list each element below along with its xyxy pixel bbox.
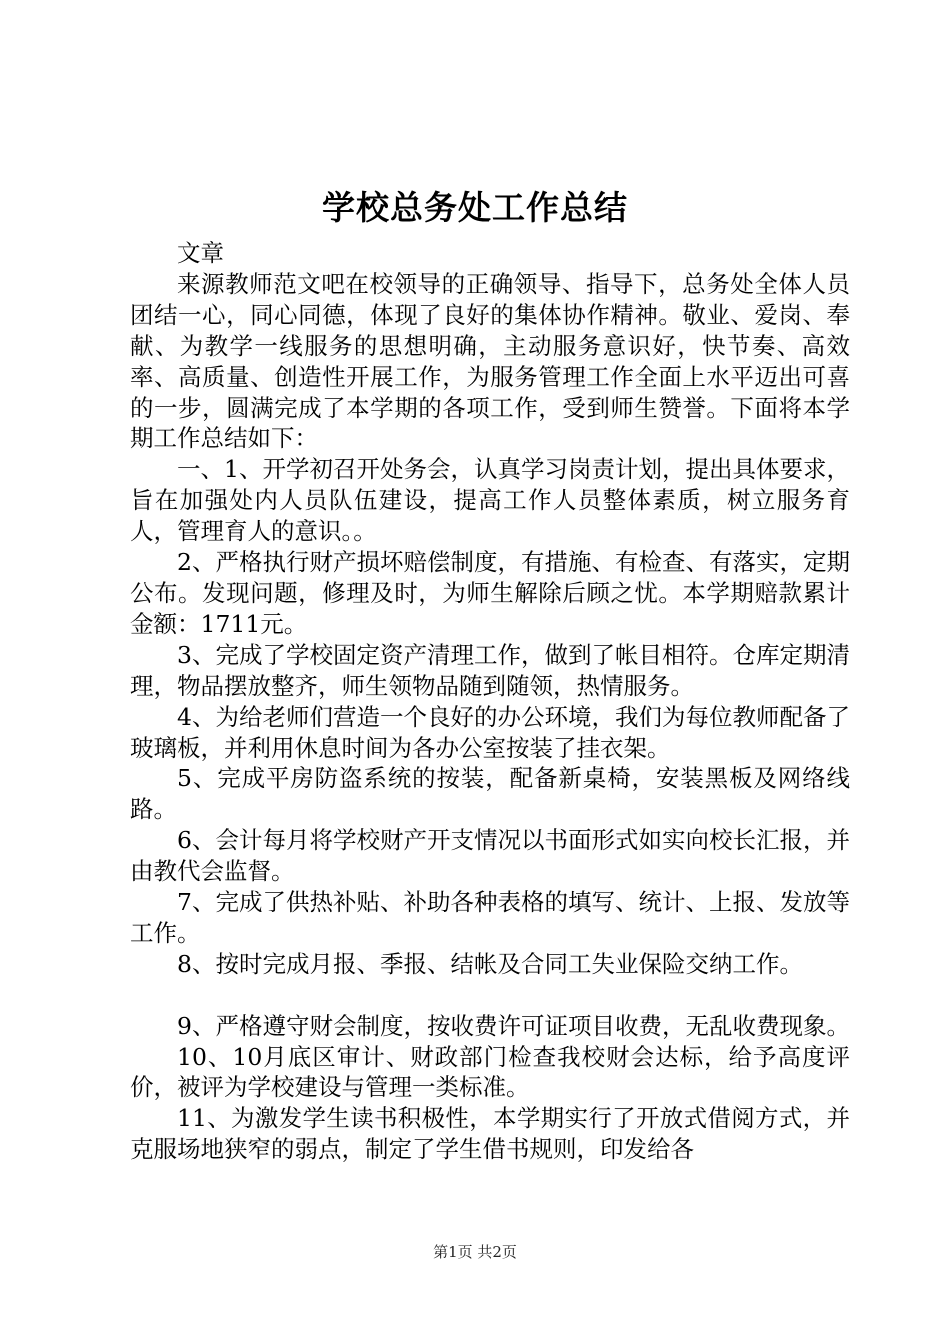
paragraph-item-6: 6、会计每月将学校财产开支情况以书面形式如实向校长汇报，并由教代会监督。 bbox=[130, 826, 850, 886]
paragraph-item-11: 11、为激发学生读书积极性，本学期实行了开放式借阅方式，并克服场地狭窄的弱点，制定了学生借书规则，印发给各 bbox=[130, 1104, 850, 1164]
paragraph-item-3: 3、完成了学校固定资产清理工作，做到了帐目相符。仓库定期清理，物品摆放整齐，师生领物品随到随领，热情服务。 bbox=[130, 640, 850, 700]
paragraph-item-2: 2、严格执行财产损坏赔偿制度，有措施、有检查、有落实，定期公布。发现问题，修理及时，为师生解除后顾之忧。本学期赔款累计金额：1711元。 bbox=[130, 548, 850, 638]
blank-line bbox=[130, 980, 850, 1011]
paragraph-intro: 来源教师范文吧在校领导的正确领导、指导下，总务处全体人员团结一心，同心同德，体现了良好的集体协作精神。敬业、爱岗、奉献、为教学一线服务的思想明确，主动服务意识好，快节奏、高效率、高质量、创造性开展工作，为服务管理工作全面上水平迈出可喜的一步，圆满完成了本学期的各项工作，受到师生赞誉。下面将本学期工作总结如下： bbox=[130, 269, 850, 453]
document-title: 学校总务处工作总结 bbox=[322, 188, 628, 227]
paragraph-item-5: 5、完成平房防盗系统的按装，配备新桌椅，安装黑板及网络线路。 bbox=[130, 764, 850, 824]
page-footer: 第1页 共2页 bbox=[433, 1243, 517, 1261]
paragraph-item-4: 4、为给老师们营造一个良好的办公环境，我们为每位教师配备了玻璃板，并利用休息时间为各办公室按装了挂衣架。 bbox=[130, 702, 850, 762]
paragraph-item-8: 8、按时完成月报、季报、结帐及合同工失业保险交纳工作。 bbox=[177, 949, 803, 978]
paragraph-item-1: 一、1、开学初召开处务会，认真学习岗责计划，提出具体要求，旨在加强处内人员队伍建设，提高工作人员整体素质，树立服务育人，管理育人的意识。。 bbox=[130, 455, 850, 546]
paragraph-item-9: 9、严格遵守财会制度，按收费许可证项目收费，无乱收费现象。 bbox=[177, 1011, 850, 1040]
document-body bbox=[130, 238, 850, 1165]
paragraph-item-7: 7、完成了供热补贴、补助各种表格的填写、统计、上报、发放等工作。 bbox=[130, 888, 850, 947]
paragraph-item-10: 10、10月底区审计、财政部门检查我校财会达标，给予高度评价，被评为学校建设与管理一类标准。 bbox=[130, 1042, 850, 1102]
paragraph-source: 文章 bbox=[177, 239, 224, 267]
